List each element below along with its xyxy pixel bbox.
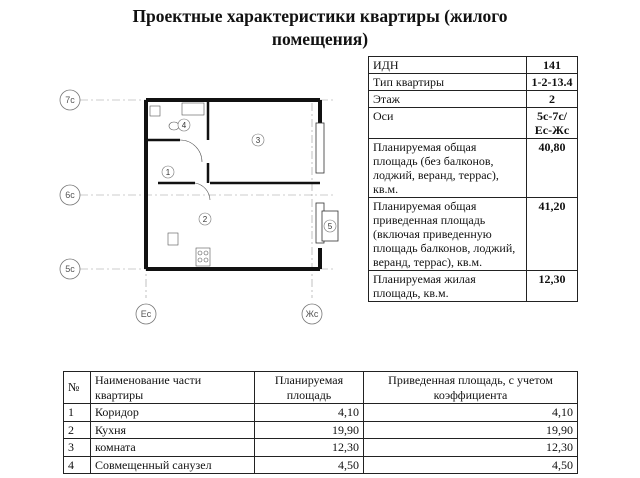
title-line-1: Проектные характеристики квартиры (жилого [132,6,508,26]
info-row [369,139,578,198]
room-reduced: 4,10 [364,404,578,422]
axis-label-ec: Ес [140,309,152,319]
info-row [369,57,578,74]
info-label: Планируемая общая приведенная площадь (включая приведенную площадь балконов, лоджий, веранд, террас), кв.м. [369,198,527,271]
info-label: ИДН [369,57,527,74]
room-area: 12,30 [255,439,364,457]
page-title [0,5,640,51]
room-label-2: 2 [202,215,208,224]
info-row [369,198,578,271]
info-value: 2 [527,91,578,108]
floor-plan [50,78,340,338]
info-value: 5с-7с/Ес-Жс [527,108,578,139]
axis-label-5c: 5с [65,264,75,274]
axis-label-6c: 6с [65,190,75,200]
info-row [369,108,578,139]
rooms-header-row [64,372,578,404]
info-row [369,91,578,108]
room-area: 4,50 [255,456,364,474]
apartment-info-table [368,56,578,302]
header-reduced: Приведенная площадь, с учетом коэффициента [364,372,578,404]
room-num: 1 [64,404,91,422]
room-label-5: 5 [327,222,333,231]
info-label: Этаж [369,91,527,108]
room-label-4: 4 [181,121,187,130]
info-value: 40,80 [527,139,578,198]
info-label: Планируемая жилая площадь, кв.м. [369,271,527,302]
room-reduced: 12,30 [364,439,578,457]
room-num: 2 [64,421,91,439]
table-row [64,404,578,422]
info-label: Тип квартиры [369,74,527,91]
room-reduced: 19,90 [364,421,578,439]
info-value: 12,30 [527,271,578,302]
rooms-table [63,371,578,474]
table-row [64,421,578,439]
axis-label-7c: 7с [65,95,75,105]
header-name: Наименование части квартиры [91,372,255,404]
table-row [64,439,578,457]
room-reduced: 4,50 [364,456,578,474]
info-value: 1-2-13.4 [527,74,578,91]
room-area: 19,90 [255,421,364,439]
info-label: Оси [369,108,527,139]
room-name: Кухня [91,421,255,439]
room-num: 4 [64,456,91,474]
info-value: 141 [527,57,578,74]
room-area: 4,10 [255,404,364,422]
axis-label-zhc: Жс [305,309,319,319]
header-area: Планируемая площадь [255,372,364,404]
room-num: 3 [64,439,91,457]
table-row [64,456,578,474]
room-name: Коридор [91,404,255,422]
title-line-2: помещения) [271,29,369,49]
info-row [369,271,578,302]
room-label-1: 1 [165,168,171,177]
header-num: № [64,372,91,404]
room-name: комната [91,439,255,457]
info-value: 41,20 [527,198,578,271]
info-label: Планируемая общая площадь (без балконов, лоджий, веранд, террас), кв.м. [369,139,527,198]
room-label-3: 3 [255,136,261,145]
info-row [369,74,578,91]
room-name: Совмещенный санузел [91,456,255,474]
